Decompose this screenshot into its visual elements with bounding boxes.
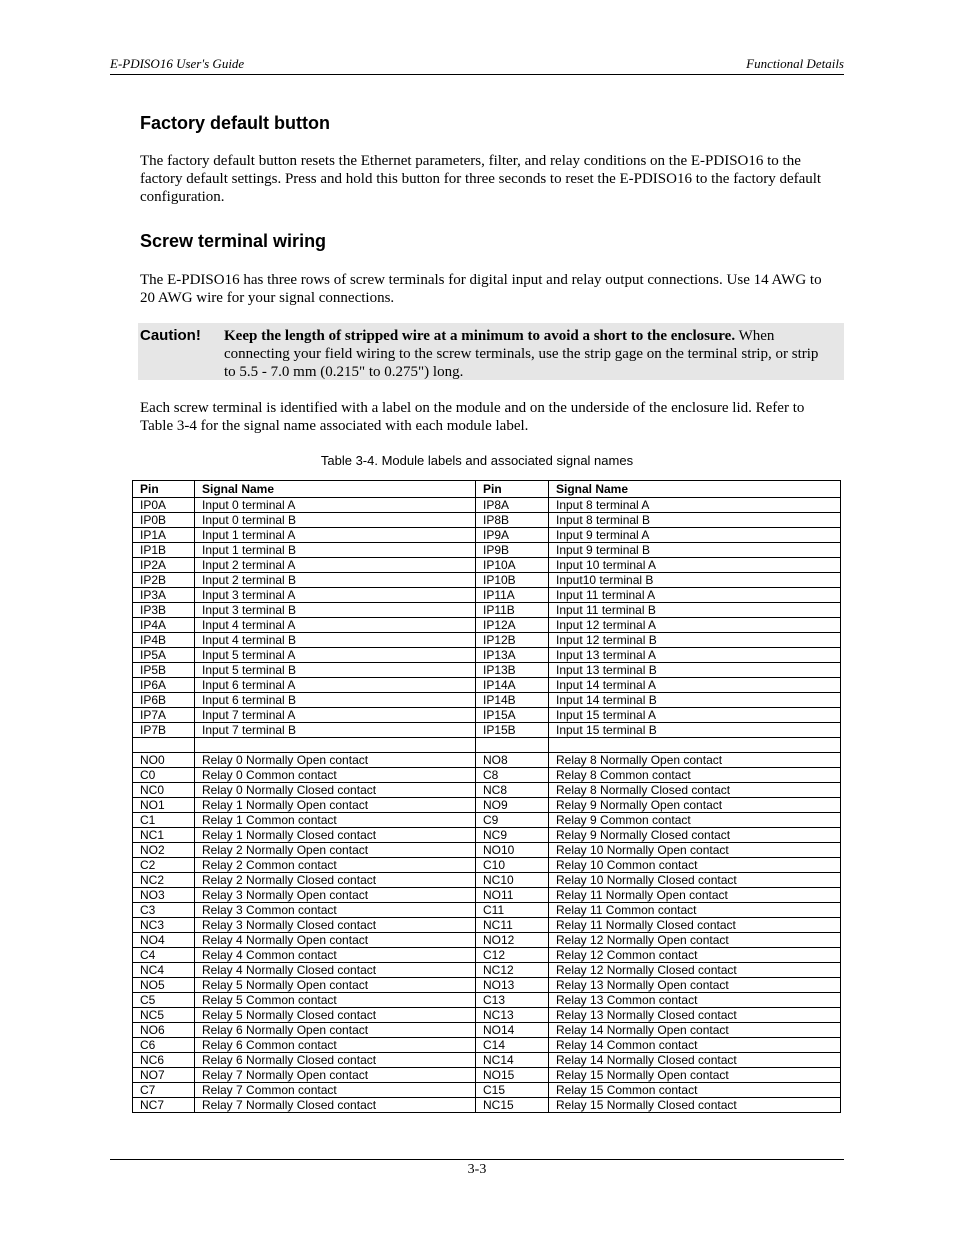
table-row [133,663,841,678]
table-cell: Relay 13 Common contact [549,993,841,1008]
table-cell: NC11 [476,918,549,933]
table-cell: Input 12 terminal B [549,633,841,648]
table-row [133,1053,841,1068]
table-cell: NC3 [133,918,195,933]
caution-box [138,323,844,380]
table-cell: NC12 [476,963,549,978]
table-cell: IP8A [476,498,549,513]
table-cell: Input 11 terminal A [549,588,841,603]
table-cell: IP11B [476,603,549,618]
table-cell: Relay 1 Normally Open contact [195,798,476,813]
table-cell: IP12B [476,633,549,648]
table-cell: IP13A [476,648,549,663]
header-rule [110,74,844,75]
table-cell: Relay 12 Normally Closed contact [549,963,841,978]
table-cell: C3 [133,903,195,918]
table-cell: C15 [476,1083,549,1098]
table-cell: IP6B [133,693,195,708]
footer-rule [110,1159,844,1160]
table-row [133,603,841,618]
table-cell: NC5 [133,1008,195,1023]
table-cell: Input 2 terminal A [195,558,476,573]
table-cell [549,738,841,753]
table-row [133,498,841,513]
table-cell: IP7A [133,708,195,723]
table-row [133,963,841,978]
table-cell: Input 6 terminal A [195,678,476,693]
table-cell: IP0A [133,498,195,513]
table-row [133,723,841,738]
table-cell: Relay 14 Normally Open contact [549,1023,841,1038]
table-cell: Input 1 terminal A [195,528,476,543]
table-cell: IP2B [133,573,195,588]
table-cell: C6 [133,1038,195,1053]
table-cell: NC7 [133,1098,195,1113]
table-cell: Relay 5 Normally Closed contact [195,1008,476,1023]
table-cell: Input 9 terminal B [549,543,841,558]
table-cell: Input 5 terminal B [195,663,476,678]
table-cell: Input 9 terminal A [549,528,841,543]
table-row [133,768,841,783]
table-cell: NC6 [133,1053,195,1068]
table-cell: Relay 6 Normally Closed contact [195,1053,476,1068]
table-cell: NC9 [476,828,549,843]
signal-table [132,480,841,1113]
paragraph-screw-terminal: The E-PDISO16 has three rows of screw terminals for digital input and relay output connections. Use 14 AWG to 20 AWG wire for your signal connections. [140,272,822,306]
table-row [133,573,841,588]
table-row [133,618,841,633]
caution-bold-text: Keep the length of stripped wire at a minimum to avoid a short to the enclosure. [224,328,736,344]
table-cell: NC15 [476,1098,549,1113]
table-row [133,558,841,573]
table-cell: Relay 4 Normally Closed contact [195,963,476,978]
table-row [133,543,841,558]
table-cell: Relay 8 Normally Closed contact [549,783,841,798]
table-cell: IP3B [133,603,195,618]
table-cell: IP3A [133,588,195,603]
section-heading-screw-terminal: Screw terminal wiring [140,231,327,251]
table-cell: IP0B [133,513,195,528]
table-cell: NO10 [476,843,549,858]
table-cell: Input 15 terminal A [549,708,841,723]
table-cell: C5 [133,993,195,1008]
table-cell: Relay 3 Common contact [195,903,476,918]
header-section: Functional Details [746,56,844,71]
table-cell: C8 [476,768,549,783]
table-cell: C13 [476,993,549,1008]
paragraph-factory-default: The factory default button resets the Ethernet parameters, filter, and relay conditions on the E-PDISO16 to the factory default settings. Press and hold this button for three seconds to reset the E-PDISO16 to the factory default configuration. [140,153,822,205]
table-cell: Relay 6 Normally Open contact [195,1023,476,1038]
table-row [133,1023,841,1038]
table-cell: Relay 7 Normally Closed contact [195,1098,476,1113]
table-cell: Relay 4 Normally Open contact [195,933,476,948]
table-cell: IP4B [133,633,195,648]
table-cell: Input 7 terminal B [195,723,476,738]
table-cell: NO15 [476,1068,549,1083]
table-cell: Input 14 terminal B [549,693,841,708]
table-cell: C2 [133,858,195,873]
table-row [133,783,841,798]
table-cell: C0 [133,768,195,783]
table-cell: IP11A [476,588,549,603]
table-cell: C9 [476,813,549,828]
table-cell: C10 [476,858,549,873]
table-cell: NO5 [133,978,195,993]
table-cell: Input 8 terminal B [549,513,841,528]
table-cell: Input 0 terminal B [195,513,476,528]
table-cell: Input 2 terminal B [195,573,476,588]
table-cell: Relay 0 Normally Open contact [195,753,476,768]
table-cell: Input 3 terminal A [195,588,476,603]
table-cell: Relay 10 Common contact [549,858,841,873]
table-cell: C1 [133,813,195,828]
table-cell: NC1 [133,828,195,843]
table-row [133,813,841,828]
table-row [133,1083,841,1098]
table-cell: Relay 15 Common contact [549,1083,841,1098]
column-header: Pin [133,481,195,498]
table-cell: Input 4 terminal A [195,618,476,633]
table-cell: Relay 5 Normally Open contact [195,978,476,993]
table-row [133,828,841,843]
table-cell: IP14B [476,693,549,708]
table-cell: IP2A [133,558,195,573]
table-cell: Input 7 terminal A [195,708,476,723]
table-row [133,528,841,543]
table-cell: Relay 3 Normally Open contact [195,888,476,903]
table-cell: NC14 [476,1053,549,1068]
table-cell: NO8 [476,753,549,768]
table-row [133,1038,841,1053]
table-cell: Relay 14 Common contact [549,1038,841,1053]
table-cell: Input 14 terminal A [549,678,841,693]
column-header: Signal Name [195,481,476,498]
table-cell: Input 13 terminal B [549,663,841,678]
table-cell: NO1 [133,798,195,813]
table-cell: NC8 [476,783,549,798]
table-cell: Relay 11 Normally Open contact [549,888,841,903]
table-cell: Relay 13 Normally Open contact [549,978,841,993]
header-title: E-PDISO16 User's Guide [110,56,245,71]
table-cell: Relay 0 Common contact [195,768,476,783]
section-heading-factory-default: Factory default button [140,113,330,133]
table-row [133,588,841,603]
table-cell [133,738,195,753]
table-row [133,888,841,903]
table-cell: NO12 [476,933,549,948]
table-cell: Relay 14 Normally Closed contact [549,1053,841,1068]
table-cell: IP1B [133,543,195,558]
caution-body-text: When connecting your field wiring to the screw terminals, use the strip gage on the terminal strip, or strip to 5.5 - 7.0 mm (0.215" to 0.275") long. [224,328,819,380]
table-cell [195,738,476,753]
table-cell: Relay 0 Normally Closed contact [195,783,476,798]
table-cell: IP15B [476,723,549,738]
table-cell: Input 0 terminal A [195,498,476,513]
table-cell: NO14 [476,1023,549,1038]
table-cell: Relay 6 Common contact [195,1038,476,1053]
column-header: Pin [476,481,549,498]
table-cell: Relay 11 Normally Closed contact [549,918,841,933]
table-cell: Input 11 terminal B [549,603,841,618]
paragraph-terminal-labels: Each screw terminal is identified with a label on the module and on the underside of the enclosure lid. Refer to Table 3-4 for the signal name associated with each module label. [140,400,805,434]
table-cell: Relay 9 Normally Closed contact [549,828,841,843]
table-cell: Input 3 terminal B [195,603,476,618]
table-row [133,513,841,528]
table-cell: Relay 4 Common contact [195,948,476,963]
running-header [110,54,844,74]
table-cell: Relay 3 Normally Closed contact [195,918,476,933]
table-cell: NO0 [133,753,195,768]
table-cell: Relay 2 Common contact [195,858,476,873]
table-cell: Relay 1 Normally Closed contact [195,828,476,843]
table-cell: Input10 terminal B [549,573,841,588]
table-cell: IP9B [476,543,549,558]
page-number: 3-3 [467,1162,487,1177]
table-cell: Relay 8 Normally Open contact [549,753,841,768]
column-header: Signal Name [549,481,841,498]
table-cell: NO4 [133,933,195,948]
table-cell: Relay 5 Common contact [195,993,476,1008]
table-row [133,843,841,858]
table-cell: NC10 [476,873,549,888]
caution-label: Caution! [140,327,201,344]
table-cell: Input 10 terminal A [549,558,841,573]
table-cell: Relay 7 Normally Open contact [195,1068,476,1083]
table-cell: Relay 13 Normally Closed contact [549,1008,841,1023]
table-cell: Relay 9 Normally Open contact [549,798,841,813]
table-cell: Relay 11 Common contact [549,903,841,918]
table-cell: Relay 12 Normally Open contact [549,933,841,948]
table-cell: IP8B [476,513,549,528]
table-cell: Relay 7 Common contact [195,1083,476,1098]
table-cell: NO2 [133,843,195,858]
table-cell: IP15A [476,708,549,723]
table-cell: C7 [133,1083,195,1098]
table-cell: IP12A [476,618,549,633]
table-row [133,918,841,933]
table-cell: NO11 [476,888,549,903]
table-cell: NC0 [133,783,195,798]
table-row [133,798,841,813]
table-cell: Relay 15 Normally Open contact [549,1068,841,1083]
table-cell: IP9A [476,528,549,543]
table-row [133,873,841,888]
table-row [133,978,841,993]
table-header-row [133,481,841,498]
table-cell: Relay 1 Common contact [195,813,476,828]
table-cell: IP4A [133,618,195,633]
table-row [133,948,841,963]
table-cell: Input 8 terminal A [549,498,841,513]
table-cell: Relay 12 Common contact [549,948,841,963]
table-row [133,1068,841,1083]
table-row [133,738,841,753]
table-cell: Relay 2 Normally Open contact [195,843,476,858]
table-cell: NO6 [133,1023,195,1038]
table-cell: NO3 [133,888,195,903]
table-row [133,693,841,708]
table-cell: Input 1 terminal B [195,543,476,558]
table-cell: Input 4 terminal B [195,633,476,648]
table-cell: IP6A [133,678,195,693]
table-cell: IP5A [133,648,195,663]
table-cell [476,738,549,753]
table-cell: IP1A [133,528,195,543]
table-cell: Input 13 terminal A [549,648,841,663]
table-row [133,858,841,873]
table-cell: Input 12 terminal A [549,618,841,633]
table-cell: Relay 9 Common contact [549,813,841,828]
table-cell: NC13 [476,1008,549,1023]
table-row [133,708,841,723]
table-row [133,993,841,1008]
table-cell: C12 [476,948,549,963]
table-cell: Input 6 terminal B [195,693,476,708]
table-cell: Input 15 terminal B [549,723,841,738]
caution-text [224,327,824,381]
table-cell: Relay 10 Normally Open contact [549,843,841,858]
table-cell: C14 [476,1038,549,1053]
table-cell: Relay 10 Normally Closed contact [549,873,841,888]
table-cell: Relay 2 Normally Closed contact [195,873,476,888]
table-cell: NC2 [133,873,195,888]
table-cell: IP14A [476,678,549,693]
table-cell: IP13B [476,663,549,678]
table-body [133,498,841,1113]
table-row [133,933,841,948]
table-cell: IP10B [476,573,549,588]
table-cell: IP10A [476,558,549,573]
table-cell: Relay 8 Common contact [549,768,841,783]
table-cell: Input 5 terminal A [195,648,476,663]
table-cell: NO7 [133,1068,195,1083]
table-cell: IP7B [133,723,195,738]
table-row [133,753,841,768]
table-cell: Relay 15 Normally Closed contact [549,1098,841,1113]
table-cell: NC4 [133,963,195,978]
table-row [133,678,841,693]
table-row [133,648,841,663]
table-row [133,1008,841,1023]
table-cell: IP5B [133,663,195,678]
table-caption: Table 3-4. Module labels and associated signal names [320,453,634,468]
table-row [133,633,841,648]
table-cell: C4 [133,948,195,963]
table-cell: NO13 [476,978,549,993]
table-cell: C11 [476,903,549,918]
table-row [133,1098,841,1113]
table-row [133,903,841,918]
table-cell: NO9 [476,798,549,813]
